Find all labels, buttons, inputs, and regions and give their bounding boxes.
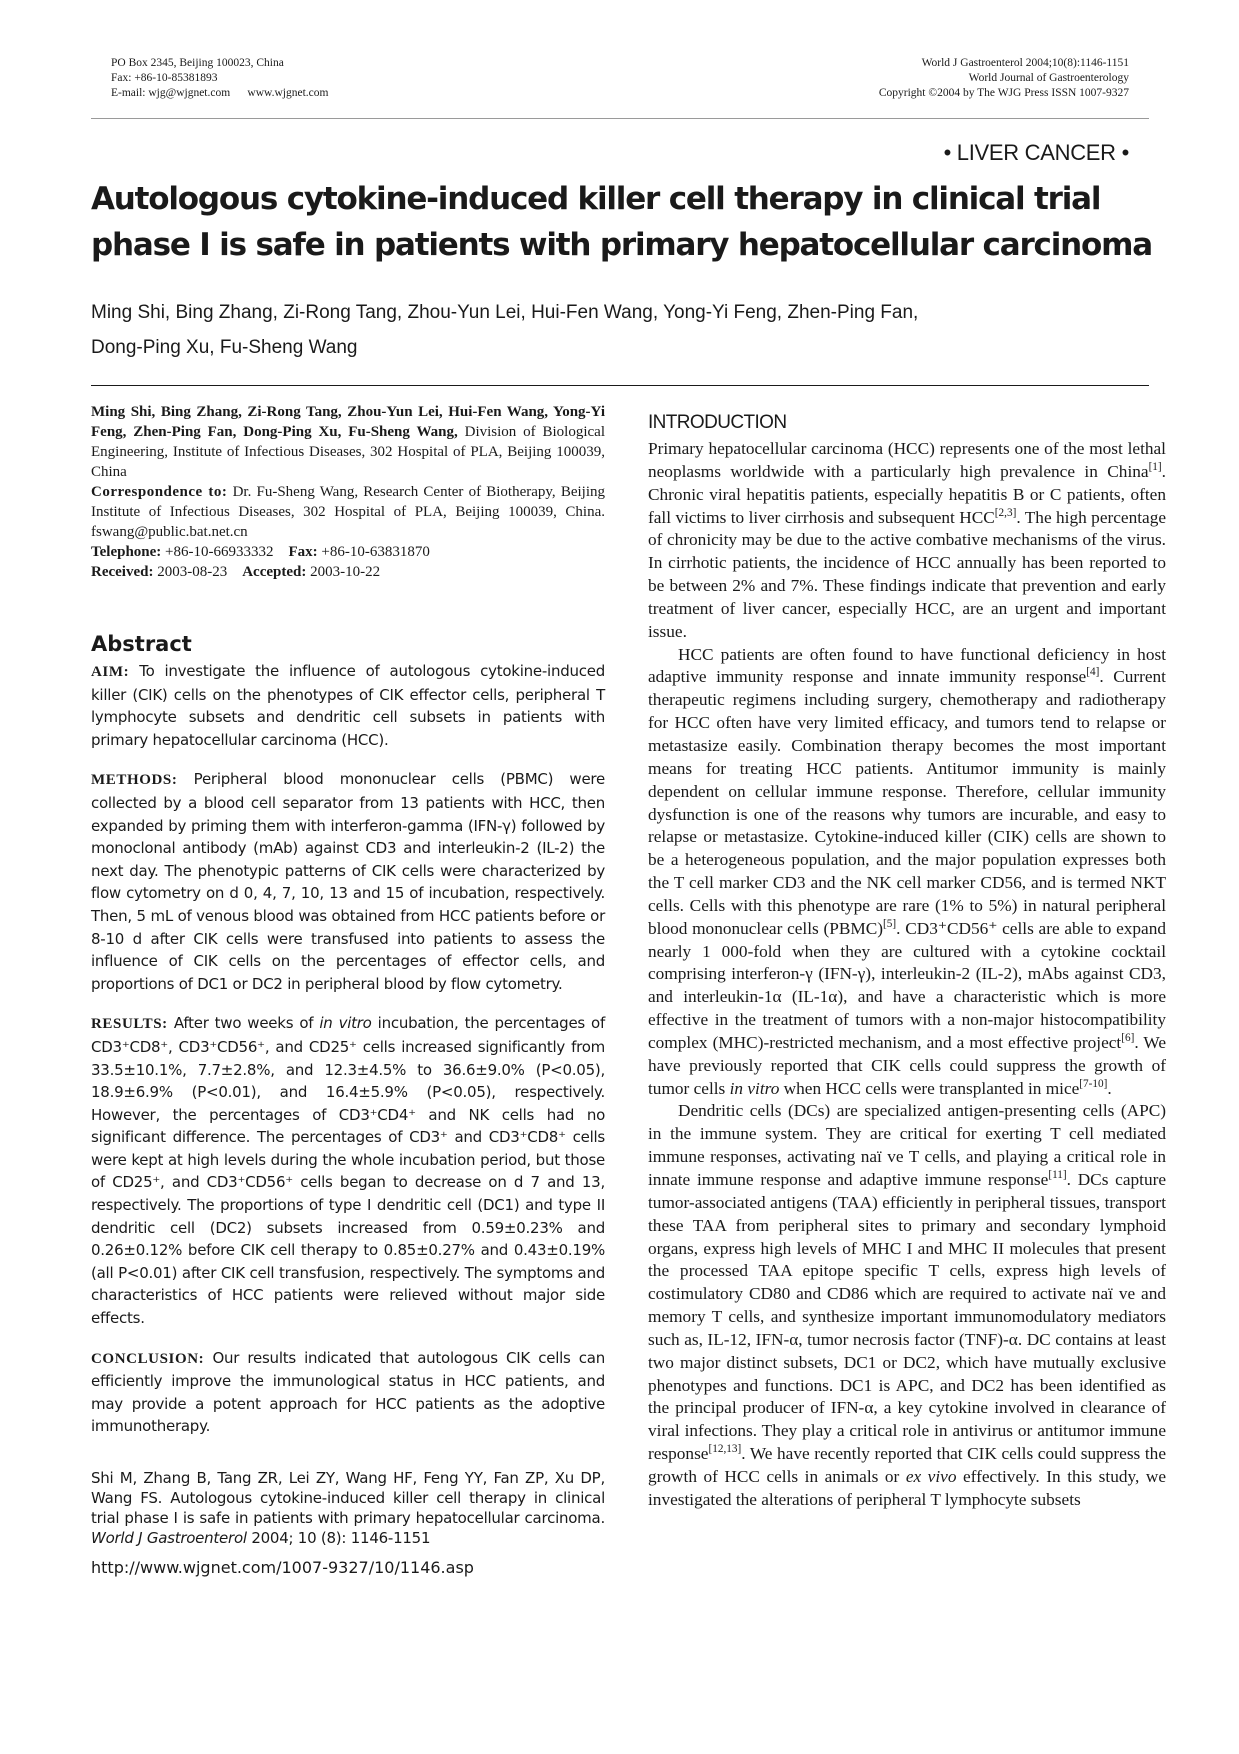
section-tag: • LIVER CANCER • xyxy=(943,140,1129,165)
received-value: 2003-08-23 xyxy=(153,564,228,580)
intro-paragraph-3 xyxy=(648,1100,1166,1511)
contact-address: PO Box 2345, Beijing 100023, China xyxy=(111,57,284,69)
telephone-value: +86-10-66933332 xyxy=(161,544,274,560)
p1-text-a: Primary hepatocellular carcinoma (HCC) represents one of the most lethal neoplasms worldwide with a particularly high prevalence in China xyxy=(648,439,1166,481)
ref-4: [5] xyxy=(883,917,897,930)
abstract-methods xyxy=(91,768,605,995)
p2-text-b: . Current therapeutic regimens including surgery, chemotherapy and radiotherapy for HCC often have very limited efficacy, and tumors tend to relapse or metastasize easily. Combination therapy becomes the most important means for treating HCC patients. Antitumor immunity is mainly dependent on cellular immune response. Therefore, cellular immunity dysfunction is one of the reasons why tumors are incurable, and easy to relapse or metastasize. Cytokine-induced killer (CIK) cells are shown to be a heterogeneous population, and the major population expresses both the T cell marker CD3 and the NK cell marker CD56, and is termed NKT cells. Cells with this phenotype are rare (1% to 5%) in natural peripheral blood mononuclear cells (PBMC) xyxy=(648,667,1166,938)
ref-3: [4] xyxy=(1086,666,1100,679)
citation-text: Shi M, Zhang B, Tang ZR, Lei ZY, Wang HF, Feng YY, Fan ZP, Xu DP, Wang FS. Autologous cytokine-induced killer cell therapy in clinical trial phase I is safe in patients with primary hepatocellular carcinoma. xyxy=(91,1469,605,1527)
p2-text-f: . xyxy=(1107,1078,1112,1098)
results-italic: in vitro xyxy=(319,1014,372,1033)
accepted-value: 2003-10-22 xyxy=(306,564,381,580)
abstract-heading: Abstract xyxy=(91,632,192,656)
journal-ref: World J Gastroenterol 2004;10(8):1146-1151 xyxy=(921,57,1129,69)
left-column xyxy=(91,402,605,1577)
methods-text: Peripheral blood mononuclear cells (PBMC) were collected by a blood cell separator from 13 patients with HCC, then expanded by priming them with interferon-gamma (IFN-γ) followed by monoclonal antibody (mAb) against CD3 and interleukin-2 (IL-2) the next day. The phenotypic patterns of CIK cells were characterized by flow cytometry on d 0, 4, 7, 10, 13 and 15 of incubation, respectively. Then, 5 mL of venous blood was obtained from HCC patients before or 8-10 d after CIK cells were transfused into patients to assess the influence of CIK cells on the percentages of effector cells, and proportions of DC1 or DC2 in peripheral blood by flow cytometry. xyxy=(91,770,605,993)
accepted-label: Accepted: xyxy=(242,564,307,580)
abstract-aim xyxy=(91,660,605,751)
correspondence-text: Dr. Fu-Sheng Wang, Research Center of Biotherapy, Beijing Institute of Infectious Diseases, 302 Hospital of PLA, Beijing 100039, China. fswang@public.bat.net.cn xyxy=(91,484,605,540)
article-url[interactable]: http://www.wjgnet.com/1007-9327/10/1146.asp xyxy=(91,1558,474,1577)
methods-label: METHODS: xyxy=(91,772,178,789)
citation-rest: 2004; 10 (8): 1146-1151 xyxy=(246,1529,431,1547)
aim-label: AIM: xyxy=(91,664,130,680)
ref-7: [11] xyxy=(1048,1169,1067,1182)
aim-text: To investigate the influence of autologous cytokine-induced killer (CIK) cells on the phenotypes of CIK effector cells, peripheral T lymphocyte subsets and dendritic cell subsets in patients with primary hepatocellular carcinoma (HCC). xyxy=(91,662,605,749)
p3-text-a: Dendritic cells (DCs) are specialized antigen-presenting cells (APC) in the immune system. They are critical for exerting T cell mediated immune responses, activating naï ve T cells, and playing a critical role in innate immune response and adaptive immune response xyxy=(648,1101,1166,1189)
telephone-label: Telephone: xyxy=(91,544,162,560)
fax-label: Fax: xyxy=(288,544,318,560)
author-line-2: Dong-Ping Xu, Fu-Sheng Wang xyxy=(91,337,358,358)
p3-text-d: effectively. In this study, we investigated the alterations of peripheral T lymphocyte subsets xyxy=(648,1466,1167,1509)
introduction-heading: INTRODUCTION xyxy=(648,412,787,433)
ref-5: [6] xyxy=(1121,1032,1135,1045)
intro-paragraph-1 xyxy=(648,438,1166,644)
journal-info xyxy=(879,56,1129,101)
contact-email: E-mail: wjg@wjgnet.com www.wjgnet.com xyxy=(111,87,329,99)
journal-contact xyxy=(111,56,328,101)
ref-2: [2,3] xyxy=(994,506,1017,519)
citation-journal: World J Gastroenterol xyxy=(91,1529,247,1547)
intro-paragraph-2 xyxy=(648,644,1166,1101)
p3-text-c: . We have recently reported that CIK cells could suppress the growth of HCC cells in animals or xyxy=(648,1444,1166,1486)
ref-6: [7-10] xyxy=(1079,1077,1108,1090)
author-list xyxy=(91,295,1151,365)
article-title: Autologous cytokine-induced killer cell therapy in clinical trial phase I is safe in patients with primary hepatocellular carcinoma xyxy=(91,181,1152,263)
journal-copyright: Copyright ©2004 by The WJG Press ISSN 1007-9327 xyxy=(878,87,1129,99)
author-line-1: Ming Shi, Bing Zhang, Zi-Rong Tang, Zhou-Yun Lei, Hui-Fen Wang, Yong-Yi Feng, Zhen-Ping Fan, xyxy=(91,302,919,323)
p2-italic: in vitro xyxy=(729,1078,780,1098)
contact-fax: Fax: +86-10-85381893 xyxy=(111,72,218,84)
correspondence-label: Correspondence to: xyxy=(91,484,228,500)
results-text-1: After two weeks of xyxy=(167,1014,320,1033)
p1-text-b: . Chronic viral hepatitis patients, especially hepatitis B or C patients, often fall victims to liver cirrhosis and subsequent HCC xyxy=(648,461,1166,527)
fax-value: +86-10-63831870 xyxy=(317,544,430,560)
conclusion-text: Our results indicated that autologous CIK cells can efficiently improve the immunological status in HCC patients, and may provide a potent approach for HCC patients as the adoptive immunotherapy. xyxy=(91,1348,605,1436)
conclusion-label: CONCLUSION: xyxy=(91,1350,205,1367)
ref-8: [12,13] xyxy=(708,1443,742,1456)
results-label: RESULTS: xyxy=(91,1016,168,1033)
journal-name: World Journal of Gastroenterology xyxy=(968,72,1129,84)
p3-text-b: . DCs capture tumor-associated antigens (TAA) efficiently in peripheral tissues, transport these TAA from peripheral sites to primary and secondary lymphoid organs, express high levels of MHC I and MHC II molecules that present the processed TAA epitope specific T cells, express high levels of costimulatory CD80 and CD86 which are required to activate naï ve and memory T cells, and synthesize important immunomodulatory mediators such as, IL-12, IFN-α, tumor necrosis factor (TNF)-α. DC contains at least two major distinct subsets, DC1 or DC2, which have mutually exclusive phenotypes and functions. DC1 is APC, and DC2 has been identified as the principal producer of IFN-α, a key cytokine involved in clearance of viral infections. They play a critical role in antivirus or antitumor immune response xyxy=(648,1170,1167,1464)
abstract-conclusion xyxy=(91,1347,605,1438)
p2-text-a: HCC patients are often found to have functional deficiency in host adaptive immunity response and innate immunity response xyxy=(648,644,1166,687)
affiliation-dept: Division of Biological Engineering, Institute of Infectious Diseases, 302 Hospital of PLA, Beijing 100039, China xyxy=(91,424,605,480)
received-label: Received: xyxy=(91,564,154,580)
p2-text-d: . We have previously reported that CIK cells could suppress the growth of tumor cells xyxy=(648,1032,1166,1098)
p3-italic: ex vivo xyxy=(905,1466,957,1486)
header-divider xyxy=(91,118,1149,119)
p2-text-c: . CD3⁺CD56⁺ cells are able to expand nearly 1 000-fold when they are cultured with a cytokine cocktail comprising interferon-γ (IFN-γ), interleukin-2 (IL-2), mAbs against CD3, and interleukin-1α (IL-1α), and have a characteristic which is more effective in the treatment of tumors with a non-major histocompatibility complex (MHC)-restricted mechanism, and a most effective project xyxy=(648,918,1167,1052)
title-divider xyxy=(91,385,1149,386)
affiliation-names: Ming Shi, Bing Zhang, Zi-Rong Tang, Zhou-Yun Lei, Hui-Fen Wang, Yong-Yi Feng, Zhen-Ping Fan, Dong-Ping Xu, Fu-Sheng Wang, xyxy=(91,404,605,440)
p2-text-e: when HCC cells were transplanted in mice xyxy=(779,1078,1080,1098)
ref-1: [1] xyxy=(1148,461,1162,474)
citation-block xyxy=(91,1468,605,1548)
results-text-2: incubation, the percentages of CD3⁺CD8⁺, CD3⁺CD56⁺, and CD25⁺ cells increased significantly from 33.5±10.1%, 7.7±2.8%, and 12.3±4.5% to 36.6±9.0% (P<0.05), 18.9±6.9% (P<0.01), and 16.4±5.9% (P<0.05), respectively. However, the percentages of CD3⁺CD4⁺ and NK cells had no significant difference. The percentages of CD3⁺ and CD3⁺CD8⁺ cells were kept at high levels during the whole incubation period, but those of CD25⁺, and CD3⁺CD56⁺ cells began to decrease on d 7 and 13, respectively. The proportions of type I dendritic cell (DC1) and type II dendritic cell (DC2) subsets increased from 0.59±0.23% and 0.26±0.12% before CIK cell therapy to 0.85±0.27% and 0.43±0.19% (all P<0.01) after CIK cell transfusion, respectively. The symptoms and characteristics of HCC patients were relieved without major side effects. xyxy=(91,1014,606,1328)
affiliation-block xyxy=(91,402,605,582)
p1-text-c: . The high percentage of chronicity may be due to the active combative mechanisms of the virus. In cirrhotic patients, the incidence of HCC annually has been reported to be between 2% and 7%. These findings indicate that prevention and early treatment of liver cancer, especially HCC, are an urgent and important issue. xyxy=(648,507,1167,641)
right-column xyxy=(648,412,1166,1512)
abstract-results xyxy=(91,1012,605,1329)
